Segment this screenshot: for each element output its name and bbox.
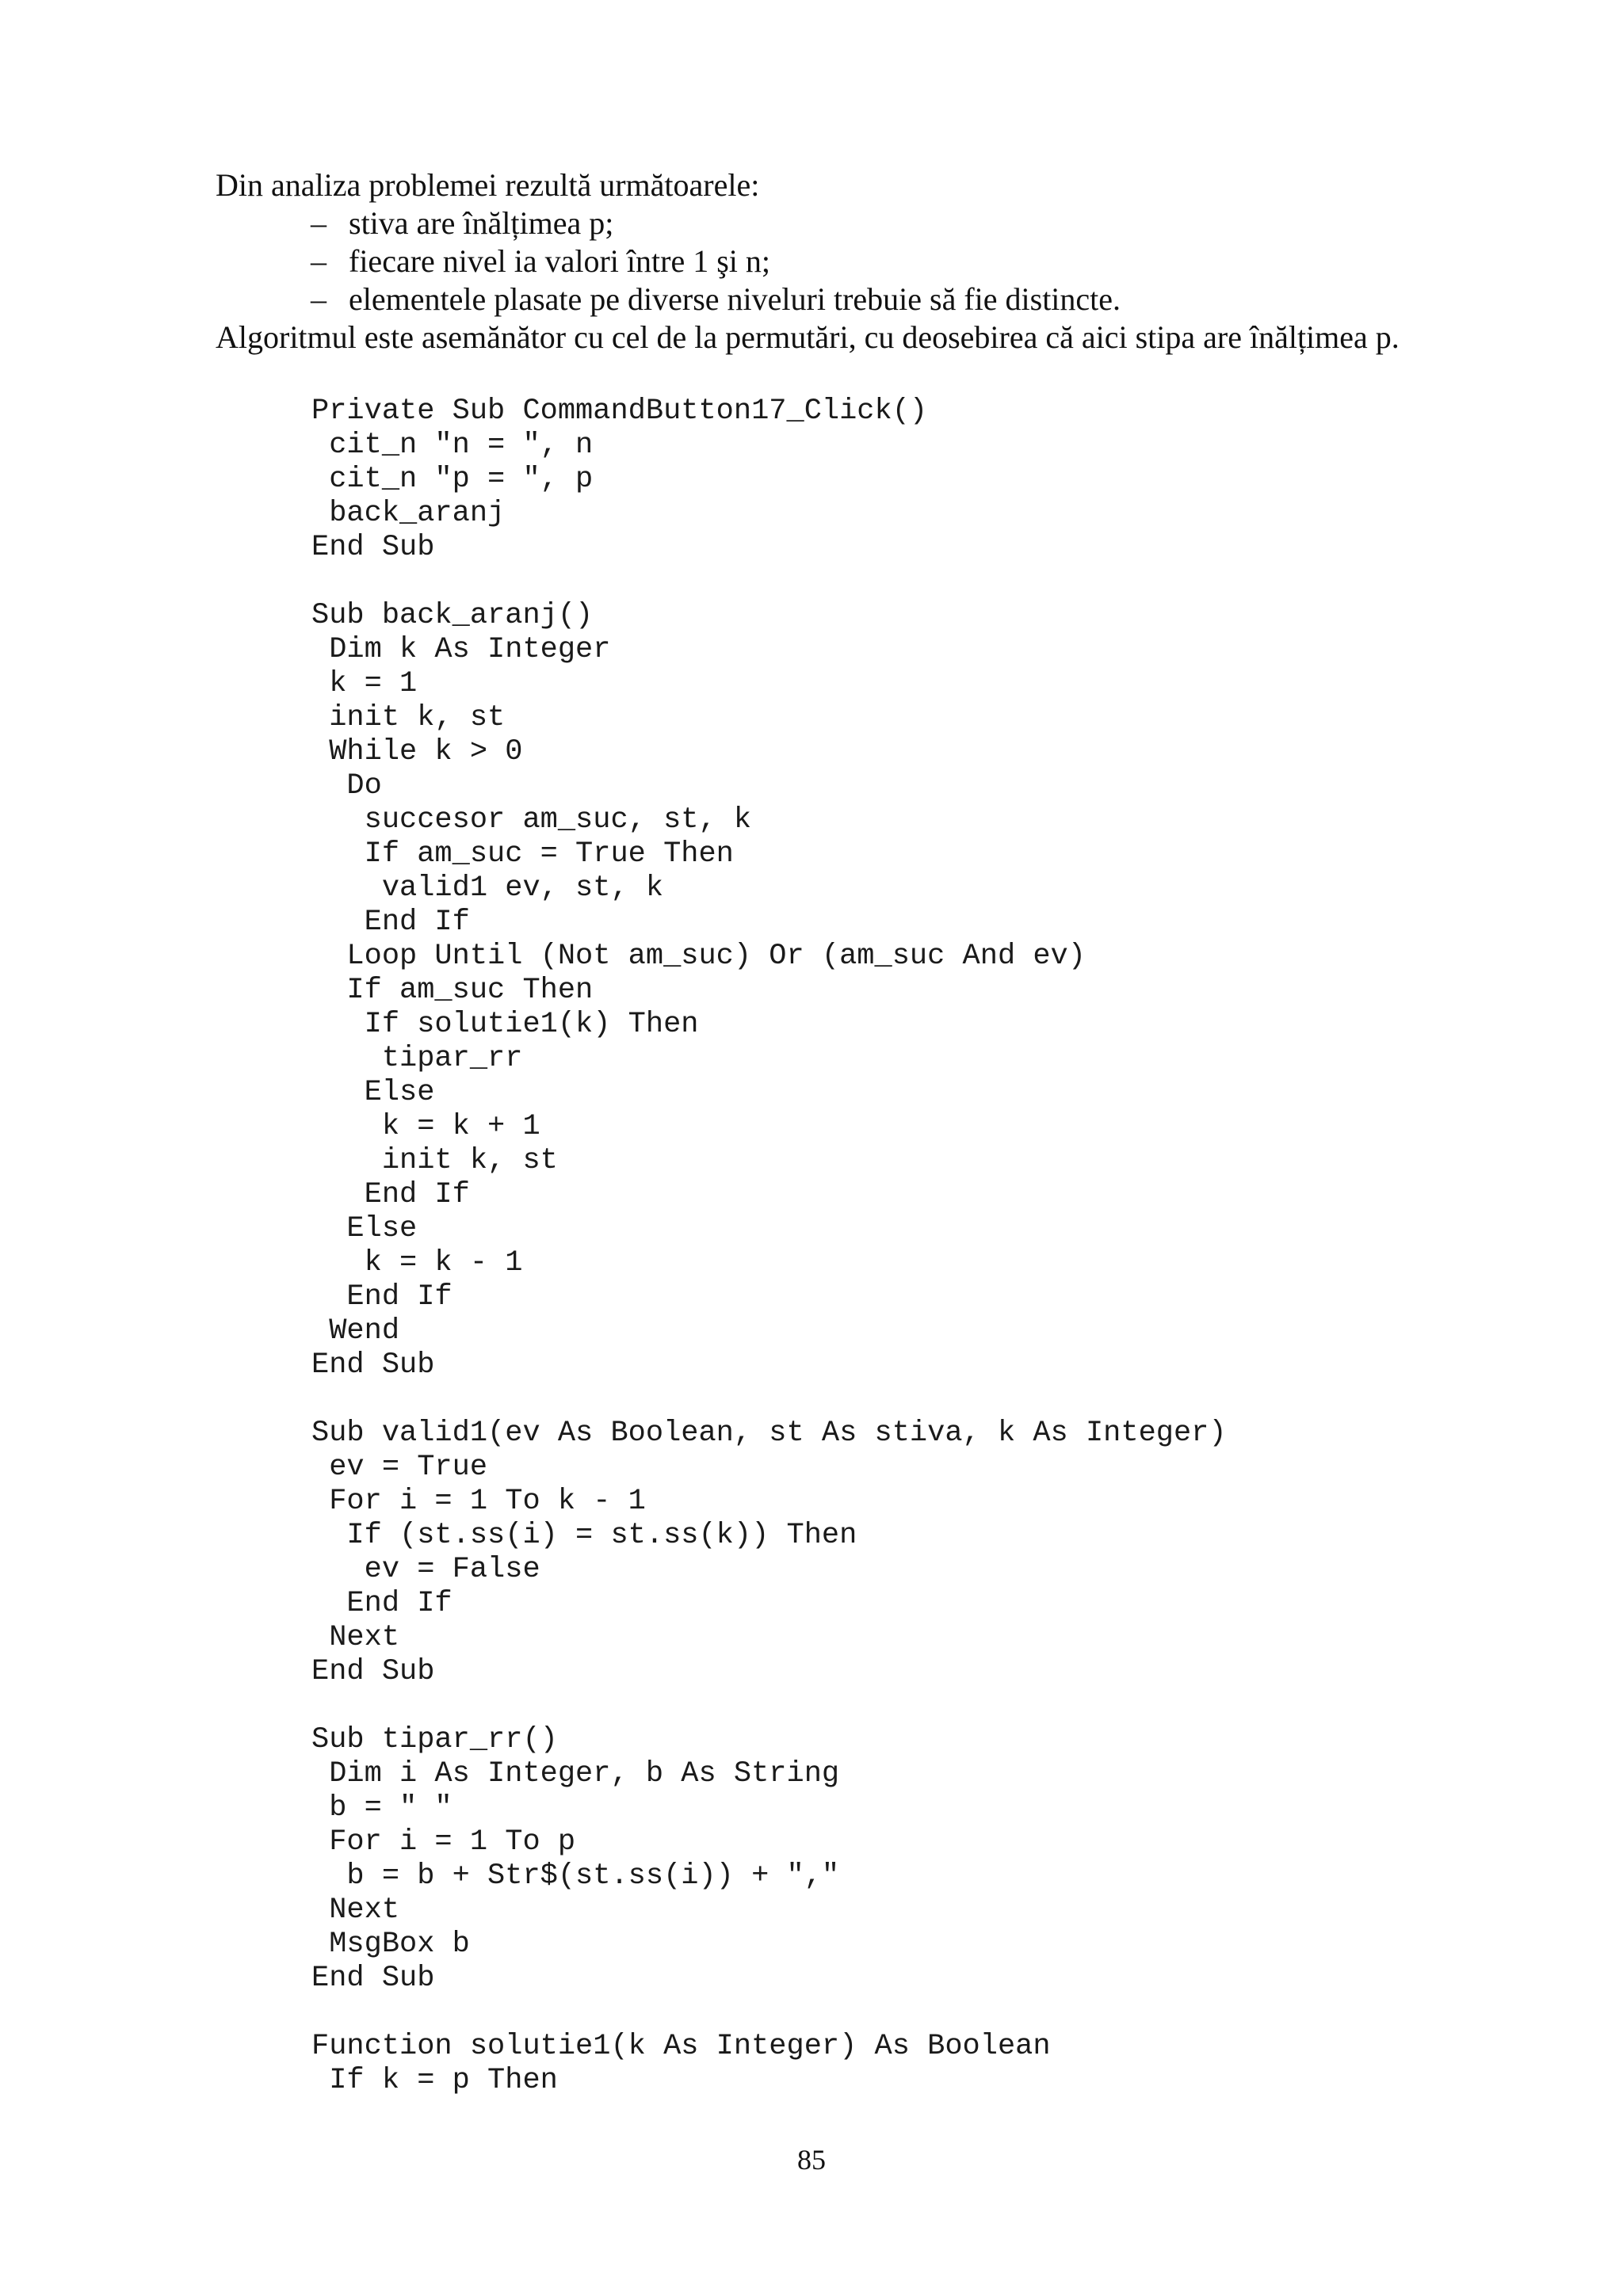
code-line: End Sub xyxy=(311,1962,435,1995)
bullet-dash: – xyxy=(311,205,327,241)
code-line: Else xyxy=(311,1076,435,1109)
list-item xyxy=(311,280,1499,318)
code-line: ev = True xyxy=(311,1451,488,1484)
code-line: Dim k As Integer xyxy=(311,633,611,666)
code-line: cit_n "n = ", n xyxy=(311,429,594,462)
code-line: While k > 0 xyxy=(311,735,523,769)
code-line: Private Sub CommandButton17_Click() xyxy=(311,395,928,428)
list-item-text: fiecare nivel ia valori între 1 şi n; xyxy=(349,243,771,279)
requirements-list xyxy=(216,204,1499,318)
code-line: Sub back_aranj() xyxy=(311,599,594,632)
code-line: k = k - 1 xyxy=(311,1246,523,1280)
code-line: b = b + Str$(st.ss(i)) + "," xyxy=(311,1859,840,1893)
code-line: If am_suc = True Then xyxy=(311,837,734,871)
code-line: back_aranj xyxy=(311,497,506,530)
list-item-text: elementele plasate pe diverse niveluri trebuie să fie distincte. xyxy=(349,281,1121,317)
code-line: Next xyxy=(311,1894,400,1927)
code-line: init k, st xyxy=(311,701,506,734)
bullet-dash: – xyxy=(311,243,327,279)
code-line: End Sub xyxy=(311,531,435,564)
code-line: Else xyxy=(311,1212,418,1245)
code-line xyxy=(311,1996,1227,2030)
code-line xyxy=(311,1689,1227,1723)
page-number: 85 xyxy=(797,2144,826,2176)
code-line: k = k + 1 xyxy=(311,1110,540,1143)
code-line: Next xyxy=(311,1621,400,1654)
code-line: Sub tipar_rr() xyxy=(311,1723,558,1756)
code-line: Loop Until (Not am_suc) Or (am_suc And ev) xyxy=(311,940,1086,973)
code-line xyxy=(311,565,1227,599)
bullet-dash: – xyxy=(311,281,327,317)
code-line: End If xyxy=(311,1280,453,1314)
code-line: Wend xyxy=(311,1314,400,1348)
code-line: Function solutie1(k As Integer) As Boolean xyxy=(311,2030,1051,2063)
code-line: End If xyxy=(311,1178,470,1211)
code-line: End Sub xyxy=(311,1655,435,1688)
code-line: Dim i As Integer, b As String xyxy=(311,1757,840,1791)
code-line: If (st.ss(i) = st.ss(k)) Then xyxy=(311,1519,857,1552)
code-line: For i = 1 To p xyxy=(311,1825,576,1859)
code-listing xyxy=(311,395,1227,2098)
code-line: For i = 1 To k - 1 xyxy=(311,1485,646,1518)
intro-lead: Din analiza problemei rezultă următoarele: xyxy=(216,167,760,203)
list-item xyxy=(311,242,1499,280)
code-line: ev = False xyxy=(311,1553,540,1586)
code-line: succesor am_suc, st, k xyxy=(311,803,752,837)
code-line: Do xyxy=(311,769,382,803)
code-line: cit_n "p = ", p xyxy=(311,463,594,496)
code-line: b = " " xyxy=(311,1791,453,1825)
code-line: If k = p Then xyxy=(311,2064,558,2097)
code-line: End If xyxy=(311,1587,453,1620)
intro-text xyxy=(216,166,1499,357)
intro-closing: Algoritmul este asemănător cu cel de la permutări, cu deosebirea că aici stipa are înălțimea p. xyxy=(216,319,1400,355)
code-line: k = 1 xyxy=(311,667,418,700)
code-line: valid1 ev, st, k xyxy=(311,871,664,905)
code-line: MsgBox b xyxy=(311,1928,470,1961)
code-line xyxy=(311,1383,1227,1417)
code-line: End Sub xyxy=(311,1348,435,1382)
list-item xyxy=(311,204,1499,242)
code-line: If solutie1(k) Then xyxy=(311,1008,699,1041)
code-line: If am_suc Then xyxy=(311,974,594,1007)
code-line: init k, st xyxy=(311,1144,558,1177)
code-line: End If xyxy=(311,906,470,939)
list-item-text: stiva are înălțimea p; xyxy=(349,205,614,241)
code-line: tipar_rr xyxy=(311,1042,523,1075)
code-line: Sub valid1(ev As Boolean, st As stiva, k As Integer) xyxy=(311,1417,1227,1450)
